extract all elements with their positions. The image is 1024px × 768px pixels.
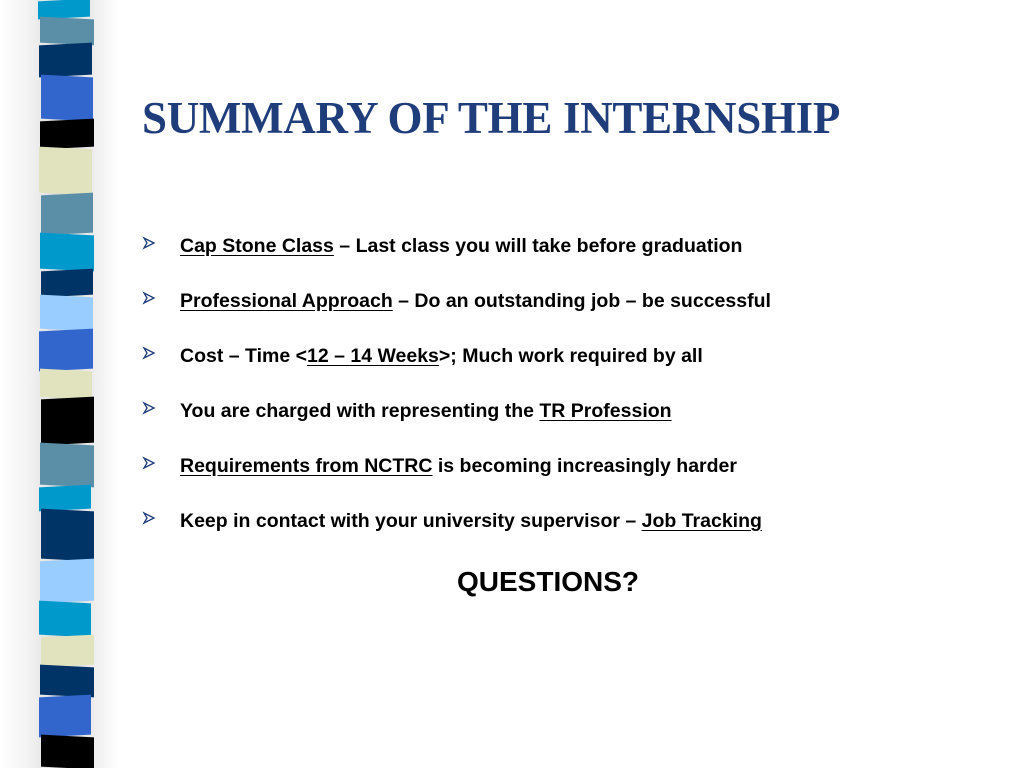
banner-segment xyxy=(39,695,91,738)
bullet-text-segment: Keep in contact with your university supervisor – xyxy=(180,510,642,532)
banner-segment xyxy=(40,559,94,604)
bullet-text-segment: Cost – Time < xyxy=(180,345,307,367)
arrow-head-icon xyxy=(142,346,156,360)
bullet-text xyxy=(180,230,742,262)
banner-segment xyxy=(40,17,94,46)
banner-segment xyxy=(40,233,94,272)
arrow-head-icon xyxy=(142,291,156,305)
banner-segment xyxy=(41,735,94,768)
banner-segment xyxy=(39,601,91,638)
banner-segment xyxy=(40,295,93,332)
banner-segment xyxy=(39,329,93,372)
bullet-text-segment: – Last class you will take before graduation xyxy=(333,235,743,257)
banner-segment xyxy=(41,397,94,446)
banner-segment xyxy=(39,43,92,78)
questions-text: QUESTIONS? xyxy=(457,566,640,597)
arrow-head-icon xyxy=(142,511,156,525)
bullet-text-segment: You are charged with representing the xyxy=(180,400,540,422)
bullet-text xyxy=(180,285,771,317)
slide-title: SUMMARY OF THE INTERNSHIP xyxy=(142,93,841,143)
bullet-text-segment: – Do an outstanding job – be successful xyxy=(392,290,771,312)
banner-segment xyxy=(41,635,94,668)
bullet-text-segment: >; Much work required by all xyxy=(438,345,703,367)
underlined-term: Professional Approach xyxy=(180,290,393,312)
banner-segment xyxy=(39,147,92,196)
banner-segment xyxy=(40,119,94,150)
color-strip xyxy=(38,0,98,768)
bullet-text-segment: is becoming increasingly harder xyxy=(432,455,737,477)
underlined-term: 12 – 14 Weeks xyxy=(306,345,439,367)
banner-segment xyxy=(41,269,93,298)
banner-segment xyxy=(41,509,94,562)
banner-segment xyxy=(40,369,92,400)
arrow-head-icon xyxy=(142,236,156,250)
banner-segment xyxy=(41,193,93,236)
underlined-term: Job Tracking xyxy=(641,510,762,532)
underlined-term: Requirements from NCTRC xyxy=(180,455,433,477)
bullet-text xyxy=(180,395,672,427)
bullet-text xyxy=(180,505,762,537)
banner-segment xyxy=(40,443,94,488)
arrow-head-icon xyxy=(142,456,156,470)
underlined-term: Cap Stone Class xyxy=(180,235,334,257)
banner-segment xyxy=(41,75,93,122)
decorative-banner xyxy=(0,0,118,768)
banner-segment xyxy=(39,485,91,512)
banner-segment xyxy=(40,665,94,698)
bullet-text xyxy=(180,450,737,482)
underlined-term: TR Profession xyxy=(539,400,672,422)
arrow-head-icon xyxy=(142,401,156,415)
bullet-text xyxy=(180,340,703,372)
